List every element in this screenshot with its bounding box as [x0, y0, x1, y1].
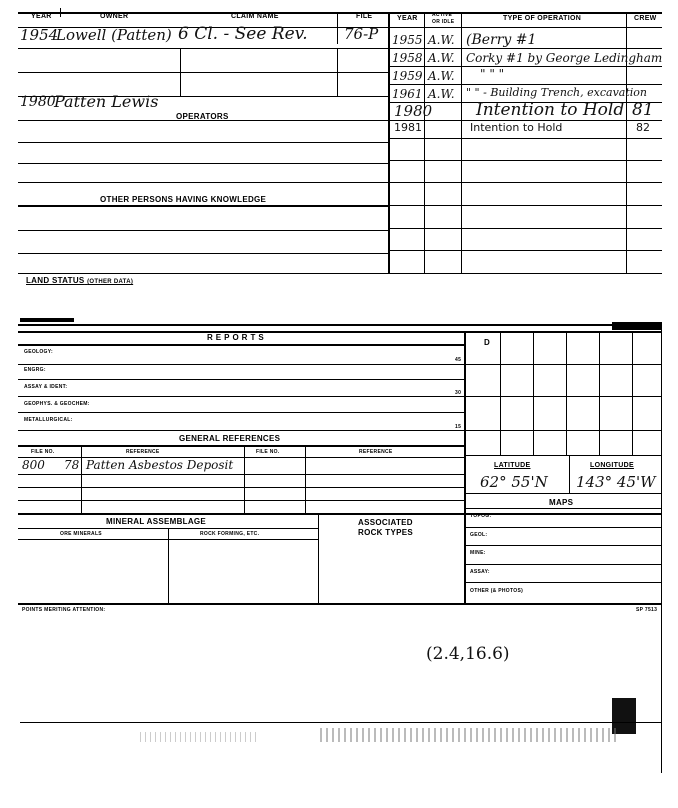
op-row-active: A.W.	[428, 87, 455, 101]
map-field-mine: MINE:	[470, 550, 486, 556]
other-persons-label: OTHER PERSONS HAVING KNOWLEDGE	[100, 195, 267, 204]
gr-file-no-header-2: FILE NO.	[256, 449, 280, 455]
latitude-label: LATITUDE	[494, 462, 531, 469]
rock-forming-header: ROCK FORMING, ETC.	[200, 531, 260, 537]
op-row-active: A.W.	[428, 69, 455, 83]
gr-reference-header-2: REFERENCE	[359, 449, 393, 455]
report-field-geophys: GEOPHYS. & GEOCHEM:	[24, 401, 90, 407]
scale-45: 45	[455, 357, 462, 363]
grid-label: D	[484, 338, 491, 347]
op-row-year: 1955	[392, 33, 423, 47]
op-row-type: Intention to Hold	[476, 100, 625, 120]
op-row-type: " " "	[480, 67, 505, 81]
handwritten-note: (2.4,16.6)	[426, 644, 510, 664]
crew-header: CREW	[634, 15, 657, 22]
map-field-geol: GEOL:	[470, 532, 488, 538]
claim-name-header: CLAIM NAME	[231, 13, 279, 20]
type-header: TYPE OF OPERATION	[503, 15, 582, 22]
year-header: YEAR	[31, 13, 52, 20]
report-field-engrg: ENGRG:	[24, 367, 46, 373]
rock-types-label: ROCK TYPES	[358, 528, 414, 537]
op-row-active: A.W.	[428, 51, 455, 65]
op-row-crew: 81	[632, 100, 654, 120]
latitude-value: 62° 55'N	[480, 473, 548, 491]
op-row-crew: 82	[636, 121, 650, 134]
op-row-year: 1959	[392, 69, 423, 83]
gr-row-file-no: 800	[22, 458, 45, 472]
owner-entry2-owner: Patten Lewis	[54, 92, 159, 111]
owner-entry-claim: 6 Cl. - See Rev.	[178, 24, 308, 44]
mineral-assemblage-title: MINERAL ASSEMBLAGE	[106, 517, 207, 526]
ore-minerals-header: ORE MINERALS	[60, 531, 102, 537]
scale-30: 30	[455, 390, 462, 396]
associated-label: ASSOCIATED	[358, 518, 413, 527]
owner-entry-year: 1954	[20, 26, 59, 44]
owner-entry2-year: 1980	[20, 94, 56, 110]
gr-file-no-header: FILE NO.	[31, 449, 55, 455]
reports-title: REPORTS	[207, 333, 267, 342]
gr-reference-header: REFERENCE	[126, 449, 160, 455]
op-row-active: A.W.	[428, 33, 455, 47]
general-references-title: GENERAL REFERENCES	[179, 434, 281, 443]
gr-row-num: 78	[64, 458, 80, 472]
op-row-type: " " - Building Trench, excavation	[466, 86, 647, 99]
op-row-type: (Berry #1	[466, 32, 537, 48]
idle-header: OR IDLE	[432, 19, 455, 25]
op-row-type: Intention to Hold	[470, 121, 563, 134]
maps-label: MAPS	[549, 498, 574, 507]
report-field-metallurgical: METALLURGICAL:	[24, 417, 73, 423]
owner-header: OWNER	[100, 13, 129, 20]
active-header: ACTIVE	[432, 12, 453, 18]
map-field-topog: TOPOG:	[470, 513, 492, 519]
op-row-year: 1958	[392, 51, 423, 65]
report-field-geology: GEOLOGY:	[24, 349, 53, 355]
operators-label: OPERATORS	[176, 112, 229, 121]
land-status-label: LAND STATUS (OTHER DATA)	[26, 276, 134, 285]
points-label: POINTS MERITING ATTENTION:	[22, 607, 106, 613]
owner-entry-file: 76-P	[344, 25, 379, 43]
scan-noise	[320, 728, 620, 742]
longitude-label: LONGITUDE	[590, 462, 634, 469]
longitude-value: 143° 45'W	[576, 473, 656, 491]
file-header: FILE	[356, 13, 373, 20]
gr-row-reference: Patten Asbestos Deposit	[86, 458, 234, 472]
op-row-year: 1981	[394, 121, 422, 134]
op-row-year: 1961	[392, 87, 423, 101]
scan-noise	[140, 732, 260, 742]
report-field-assay: ASSAY & IDENT:	[24, 384, 68, 390]
op-row-year: 1980	[394, 102, 433, 120]
op-year-header: YEAR	[397, 15, 418, 22]
owner-entry-owner: Lowell (Patten)	[56, 26, 172, 44]
scale-15: 15	[455, 424, 462, 430]
op-row-type: Corky #1 by George Ledingham	[466, 51, 663, 65]
form-number: SP 7513	[636, 607, 658, 613]
map-field-other: OTHER (& PHOTOS)	[470, 588, 524, 594]
map-field-assay: ASSAY:	[470, 569, 490, 575]
